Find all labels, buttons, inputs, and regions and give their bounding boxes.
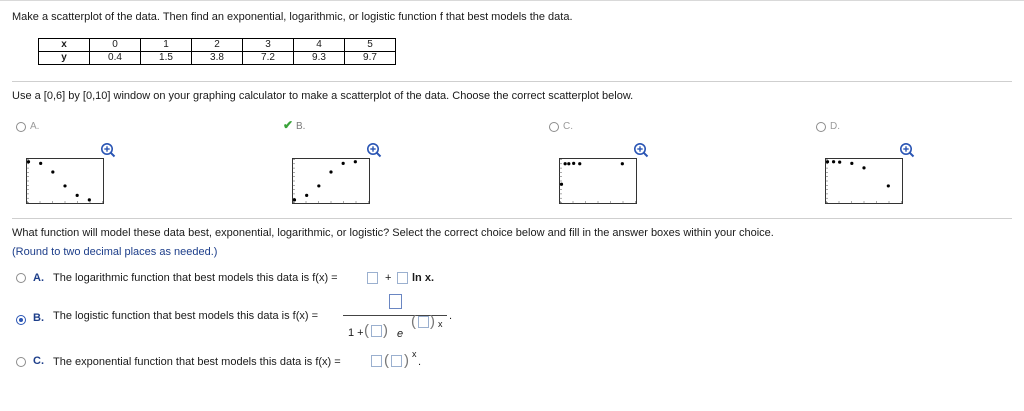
table-cell: 0: [90, 39, 141, 52]
scatter-point: [342, 162, 345, 165]
magnify-plus-icon[interactable]: [899, 142, 915, 158]
part2-instruction: What function will model these data best, exponential, logarithmic, or logistic? Select the correct choice below and fill in the answer boxes within your choice.: [12, 227, 774, 239]
scatterplot-c[interactable]: [559, 158, 637, 204]
table-row-y: [39, 52, 396, 65]
scatter-point: [560, 183, 563, 186]
scatter-point: [862, 166, 865, 169]
paren-right: ): [383, 322, 388, 339]
scatter-point: [826, 160, 829, 163]
scatter-point: [51, 170, 54, 173]
choice-b-text: The logistic function that best models this data is f(x) =: [53, 310, 319, 322]
scatter-point: [832, 160, 835, 163]
scatter-point: [76, 194, 79, 197]
scatterplot-b[interactable]: [292, 158, 370, 204]
scatter-point: [567, 162, 570, 165]
top-divider: [0, 0, 1024, 1]
table-header-y: y: [39, 52, 90, 65]
ln-x-label: ln x.: [412, 272, 435, 284]
paren-left: (: [384, 352, 389, 369]
plot-frame: [826, 159, 903, 204]
log-a-input[interactable]: [367, 272, 378, 284]
plot-frame: [293, 159, 370, 204]
checkmark-icon: ✔: [283, 118, 294, 132]
table-row-x: [39, 39, 396, 52]
choice-a-radio[interactable]: [16, 273, 26, 283]
table-cell: 9.7: [345, 52, 396, 65]
table-cell: 2: [192, 39, 243, 52]
section-divider: [12, 218, 1012, 219]
choice-c-radio[interactable]: [16, 357, 26, 367]
scatter-point: [293, 198, 296, 201]
logistic-c-input[interactable]: [389, 294, 402, 309]
paren-left: (: [411, 313, 416, 330]
choice-a-text: The logarithmic function that best models this data is f(x) =: [53, 272, 338, 284]
scatter-point: [578, 162, 581, 165]
table-cell: 7.2: [243, 52, 294, 65]
choice-a-letter[interactable]: A.: [33, 272, 44, 284]
scatter-point: [850, 162, 853, 165]
magnify-plus-icon[interactable]: [366, 142, 382, 158]
scatter-point: [27, 160, 30, 163]
paren-right: ): [404, 352, 409, 369]
scatter-point: [88, 198, 91, 201]
logistic-b-input[interactable]: [418, 316, 429, 328]
magnify-plus-icon[interactable]: [100, 142, 116, 158]
e-label: e: [397, 328, 404, 340]
scatter-point: [63, 184, 66, 187]
option-d-radio[interactable]: [816, 122, 826, 132]
exponent-x: x: [438, 319, 443, 329]
logistic-a-input[interactable]: [371, 325, 382, 337]
exponent-x: x: [412, 349, 417, 359]
option-a-label[interactable]: A.: [30, 121, 40, 132]
table-cell: 1: [141, 39, 192, 52]
round-note: (Round to two decimal places as needed.): [12, 246, 218, 258]
magnify-plus-icon[interactable]: [633, 142, 649, 158]
exp-a-input[interactable]: [371, 355, 382, 367]
scatter-point: [317, 184, 320, 187]
scatter-point: [838, 161, 841, 164]
paren-right: ): [430, 313, 435, 330]
plot-frame: [27, 159, 104, 204]
log-b-input[interactable]: [397, 272, 408, 284]
part1-instruction: Use a [0,6] by [0,10] window on your graphing calculator to make a scatterplot of the data. Choose the correct scatterplot below.: [12, 90, 634, 102]
option-c-radio[interactable]: [549, 122, 559, 132]
scatter-point: [621, 162, 624, 165]
table-cell: 0.4: [90, 52, 141, 65]
scatter-point: [887, 184, 890, 187]
paren-left: (: [364, 322, 369, 339]
option-a-radio[interactable]: [16, 122, 26, 132]
table-cell: 4: [294, 39, 345, 52]
scatterplot-a[interactable]: [26, 158, 104, 204]
choice-c-letter[interactable]: C.: [33, 355, 44, 367]
choice-c-text: The exponential function that best models this data is f(x) =: [53, 356, 341, 368]
table-cell: 5: [345, 39, 396, 52]
choice-b-radio[interactable]: [16, 315, 26, 325]
scatter-point: [572, 162, 575, 165]
option-c-label[interactable]: C.: [563, 121, 573, 132]
table-cell: 1.5: [141, 52, 192, 65]
scatter-point: [305, 194, 308, 197]
table-header-x: x: [39, 39, 90, 52]
option-b-label[interactable]: B.: [296, 121, 306, 132]
scatter-point: [564, 162, 567, 165]
section-divider: [12, 81, 1012, 82]
exp-b-input[interactable]: [391, 355, 402, 367]
table-cell: 9.3: [294, 52, 345, 65]
denominator-one-plus: 1 +: [348, 327, 364, 339]
scatter-point: [354, 160, 357, 163]
plot-frame: [560, 159, 637, 204]
choice-b-period: .: [449, 310, 453, 322]
table-cell: 3: [243, 39, 294, 52]
scatterplot-d[interactable]: [825, 158, 903, 204]
choice-c-period: .: [418, 356, 422, 368]
choice-b-letter[interactable]: B.: [33, 312, 44, 324]
plus-sign: +: [385, 272, 392, 284]
table-cell: 3.8: [192, 52, 243, 65]
question-prompt: Make a scatterplot of the data. Then find an exponential, logarithmic, or logistic function f that best models the data.: [12, 11, 573, 23]
scatter-point: [39, 162, 42, 165]
option-d-label[interactable]: D.: [830, 121, 840, 132]
scatter-point: [329, 170, 332, 173]
data-table: [38, 38, 396, 65]
